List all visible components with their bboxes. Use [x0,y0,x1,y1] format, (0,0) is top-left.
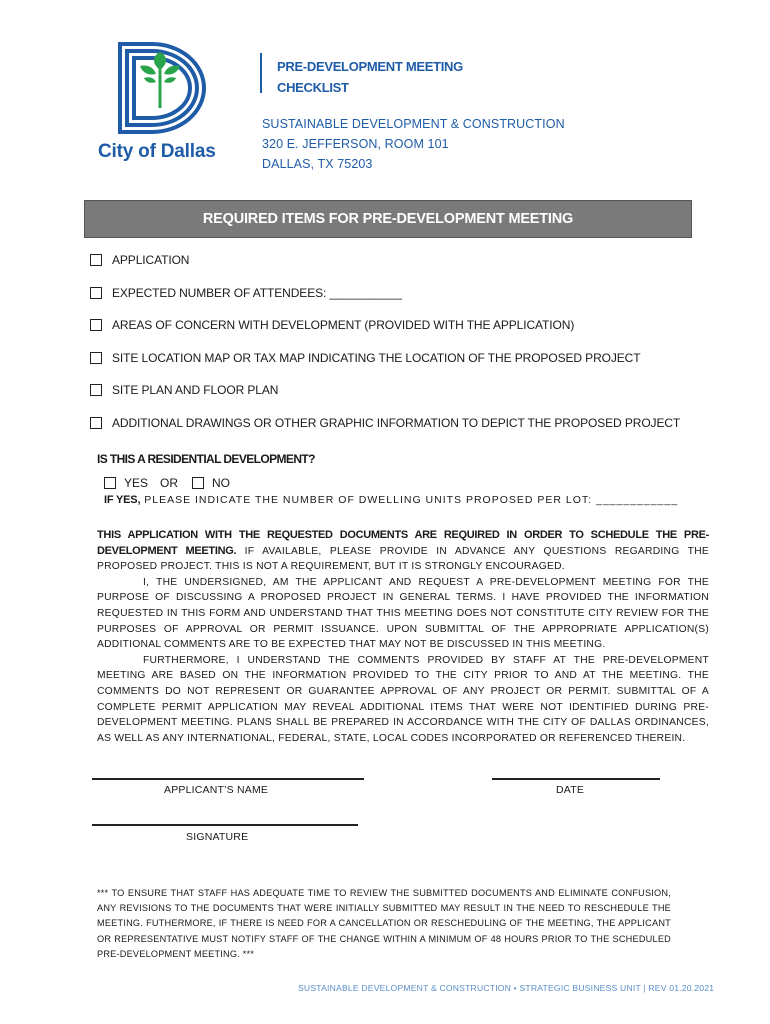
no-label: NO [212,476,231,490]
header-divider [260,53,262,93]
checkbox[interactable] [90,319,102,331]
date-label: DATE [556,784,585,796]
applicant-name-label: APPLICANT’S NAME [164,784,269,796]
if-yes-label: IF YES, [104,494,141,506]
applicant-statement [97,528,709,746]
checklist-item-additional-drawings [90,416,680,430]
checkbox[interactable] [90,352,102,364]
checklist-item-label: SITE LOCATION MAP OR TAX MAP INDICATING THE LOCATION OF THE PROPOSED PROJECT [112,351,641,365]
address-line-2: 320 E. JEFFERSON, ROOM 101 [262,137,449,151]
logo-wordmark: City of Dallas [98,141,216,162]
checkbox[interactable] [90,287,102,299]
checklist-item-site-plan [90,383,278,397]
statement-paragraph-1-rest: IF AVAILABLE, PLEASE PROVIDE IN ADVANCE ANY QUESTIONS REGARDING THE PROPOSED PROJECT. THIS IS NOT A REQUIREMENT, BUT IT IS STRONGLY ENCOURAGED. [97,545,709,573]
no-checkbox[interactable] [192,477,204,489]
statement-paragraph-2: I, THE UNDERSIGNED, AM THE APPLICANT AND REQUEST A PRE-DEVELOPMENT MEETING FOR THE PURPOSE OF DISCUSSING A PROPOSED PROJECT IN GENERAL TERMS. I HAVE PROVIDED THE INFORMATION REQUESTED IN THIS FORM AND UNDERSTAND THAT THIS MEETING DOES NOT CONSTITUTE CITY REVIEW FOR THE PURPOSES OF APPROVAL OR PERMIT ISSUANCE. UPON SUBMITTAL OF THE APPROPRIATE APPLICATION(S) ADDITIONAL COMMENTS ARE TO BE EXPECTED THAT MAY NOT BE DISCUSSED IN THIS MEETING. [97,576,709,651]
checklist-item-label: ADDITIONAL DRAWINGS OR OTHER GRAPHIC INFORMATION TO DEPICT THE PROPOSED PROJECT [112,416,681,430]
statement-paragraph-1 [97,528,709,575]
checklist-item-label: SITE PLAN AND FLOOR PLAN [112,383,279,397]
leaf-icon [140,52,180,108]
page-title-line-1: PRE-DEVELOPMENT MEETING [277,59,463,74]
checklist-item-site-location-map [90,351,640,365]
residential-question: IS THIS A RESIDENTIAL DEVELOPMENT? [97,452,315,466]
or-label: OR [160,476,179,490]
section-title-banner: REQUIRED ITEMS FOR PRE-DEVELOPMENT MEETING [84,200,692,238]
department-address [262,114,565,174]
checklist-item-attendees [90,286,402,300]
address-line-1: SUSTAINABLE DEVELOPMENT & CONSTRUCTION [262,117,565,131]
statement-paragraph-3: FURTHERMORE, I UNDERSTAND THE COMMENTS PROVIDED BY STAFF AT THE PRE-DEVELOPMENT MEETING ARE BASED ON THE INFORMATION PROVIDED TO THE CITY PRIOR TO AND AT THE MEETING. THE COMMENTS DO NOT REPRESENT OR GUARANTEE APPROVAL OF ANY PROJECT OR PERMIT. SUBMITTAL OF A COMPLETE PERMIT APPLICATION MAY REVEAL ADDITIONAL ITEMS THAT WERE NOT IDENTIFIED DURING PRE-DEVELOPMENT MEETING. PLANS SHALL BE PREPARED IN ACCORDANCE WITH THE CITY OF DALLAS ORDINANCES, AS WELL AS ANY INTERNATIONAL, FEDERAL, STATE, LOCAL CODES INCORPORATED OR REFERENCED THEREIN. [97,654,709,744]
applicant-name-line[interactable] [92,778,364,780]
rescheduling-notice: *** TO ENSURE THAT STAFF HAS ADEQUATE TIME TO REVIEW THE SUBMITTED DOCUMENTS AND ELIMINATE CONFUSION, ANY REVISIONS TO THE DOCUMENTS THAT WERE INITIALLY SUBMITTED MAY RESULT IN THE NEED TO RESCHEDULE THE MEETING. FUTHERMORE, IF THERE IS NEED FOR A CANCELLATION OR RESCHEDULING OF THE MEETING, THE APPLICANT OR REPRESENTATIVE MUST NOTIFY STAFF OF THE CHANGE WITHIN A MINIMUM OF 48 HOURS PRIOR TO THE SCHEDULED PRE-DEVELOPMENT MEETING. *** [97,888,671,959]
signature-label: SIGNATURE [186,831,249,843]
statement-requirement: THIS APPLICATION WITH THE REQUESTED DOCUMENTS ARE REQUIRED IN ORDER TO SCHEDULE THE PRE-DEVELOPMENT MEETING. [97,529,709,557]
checklist-item-application [90,253,189,267]
residential-yes-no [104,476,230,490]
dwelling-units-question [104,494,678,506]
checklist-item-label: EXPECTED NUMBER OF ATTENDEES: ___________ [112,286,402,300]
page-footer: SUSTAINABLE DEVELOPMENT & CONSTRUCTION • STRATEGIC BUSINESS UNIT | REV 01.20.2021 [298,983,715,993]
yes-label: YES [124,476,149,490]
checklist-item-label: AREAS OF CONCERN WITH DEVELOPMENT (PROVIDED WITH THE APPLICATION) [112,318,575,332]
checkbox[interactable] [90,417,102,429]
page-title [277,56,463,98]
checklist-item-areas-of-concern [90,318,574,332]
yes-checkbox[interactable] [104,477,116,489]
date-line[interactable] [492,778,660,780]
checklist-item-label: APPLICATION [112,253,190,267]
dwelling-units-text[interactable]: PLEASE INDICATE THE NUMBER OF DWELLING UNITS PROPOSED PER LOT: ____________ [140,494,679,506]
checkbox[interactable] [90,254,102,266]
page-title-line-2: CHECKLIST [277,80,349,95]
signature-line[interactable] [92,824,358,826]
checkbox[interactable] [90,384,102,396]
address-line-3: DALLAS, TX 75203 [262,157,373,171]
